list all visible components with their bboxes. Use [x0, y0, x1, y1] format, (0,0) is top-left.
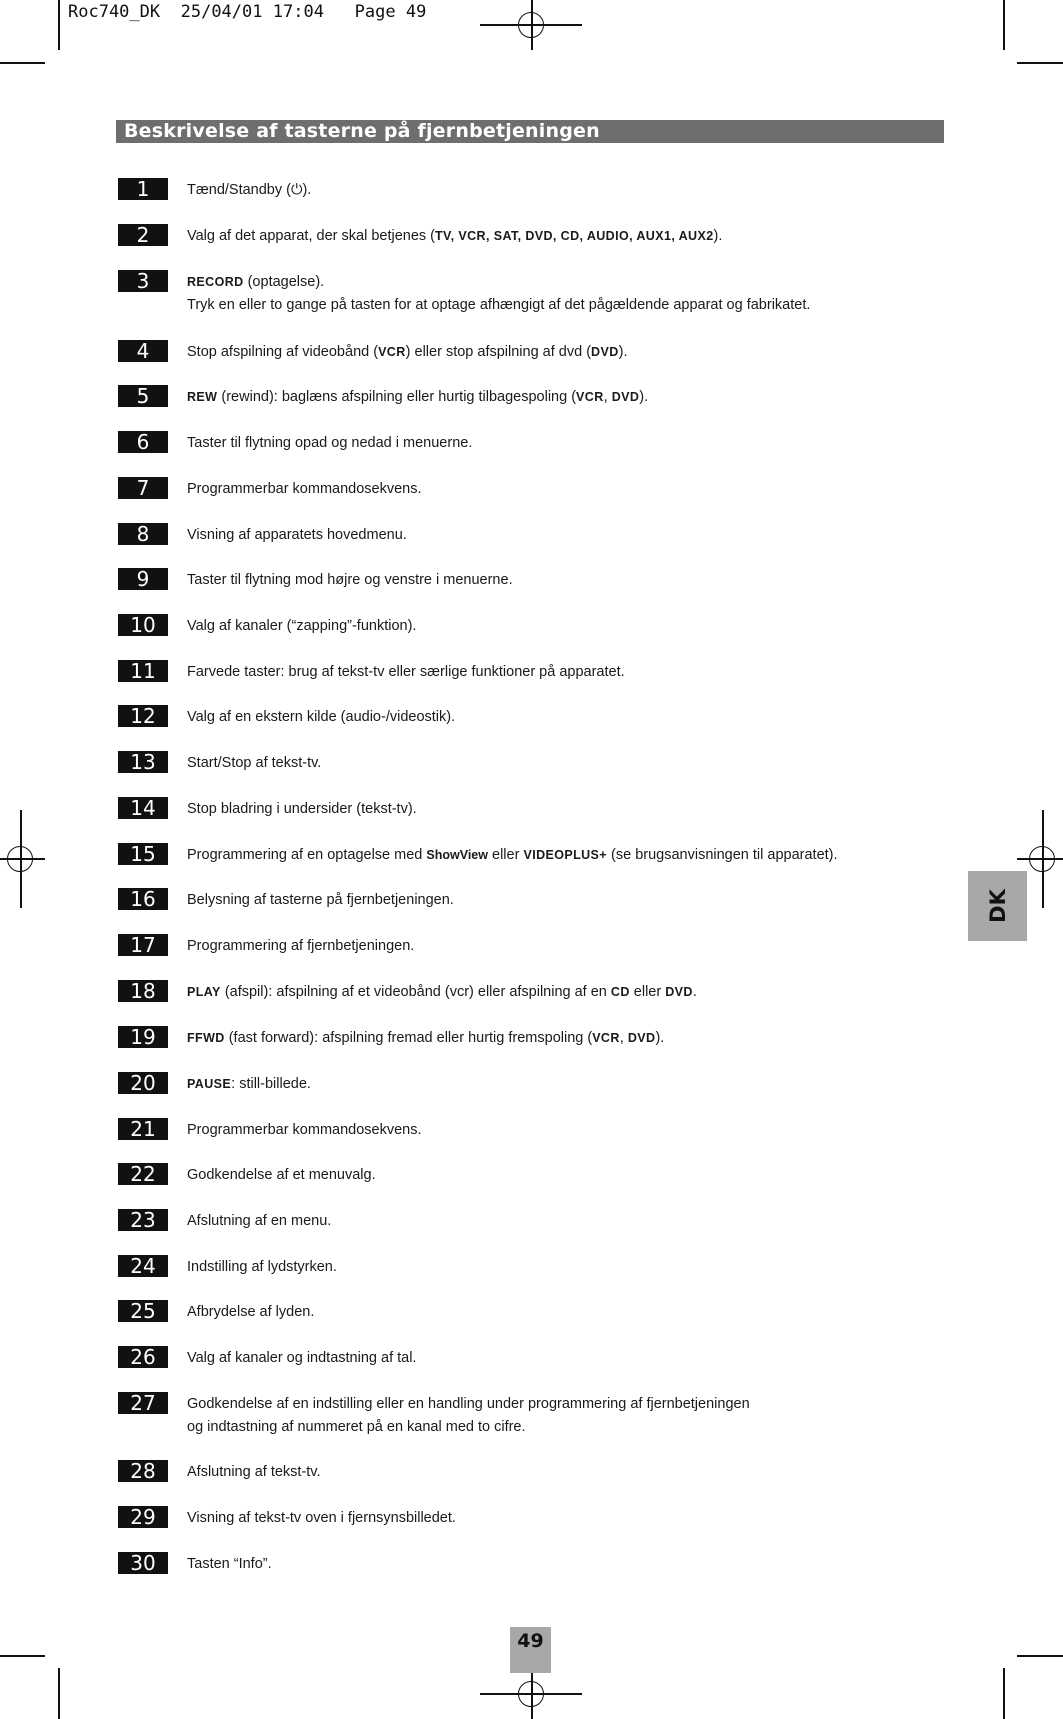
key-description: Programmering af en optagelse med ShowView eller VIDEOPLUS+ (se brugsanvisningen til apparatet). [187, 847, 838, 863]
registration-circle-icon [518, 12, 544, 38]
crop-mark [1017, 62, 1063, 64]
key-description: Taster til flytning mod højre og venstre i menuerne. [187, 572, 513, 588]
key-number: 22 [118, 1163, 168, 1185]
slug-page: Page 49 [354, 2, 427, 22]
key-number: 25 [118, 1300, 168, 1322]
key-description: Programmerbar kommandosekvens. [187, 481, 422, 497]
key-number: 27 [118, 1392, 168, 1414]
key-description: Programmering af fjernbetjeningen. [187, 938, 415, 954]
key-description: Afslutning af tekst-tv. [187, 1464, 321, 1480]
key-description: Afslutning af en menu. [187, 1213, 332, 1229]
page-number-box [510, 1627, 551, 1673]
key-number: 2 [118, 224, 168, 246]
key-description: PLAY (afspil): afspilning af et videobånd (vcr) eller afspilning af en CD eller DVD. [187, 984, 697, 1000]
key-number: 9 [118, 568, 168, 590]
key-number: 19 [118, 1026, 168, 1048]
key-number: 13 [118, 751, 168, 773]
key-number: 17 [118, 934, 168, 956]
key-description: Afbrydelse af lyden. [187, 1304, 315, 1320]
key-description: Stop bladring i undersider (tekst-tv). [187, 801, 417, 817]
key-number: 24 [118, 1255, 168, 1277]
key-description: Visning af apparatets hovedmenu. [187, 527, 407, 543]
key-number: 8 [118, 523, 168, 545]
key-number: 3 [118, 270, 168, 292]
key-description: Farvede taster: brug af tekst-tv eller særlige funktioner på apparatet. [187, 664, 625, 680]
key-number: 23 [118, 1209, 168, 1231]
key-description: Godkendelse af en indstilling eller en handling under programmering af fjernbetjeningen og indtastning af nummeret på en kanal med to cifre. [187, 1396, 750, 1435]
key-description: Indstilling af lydstyrken. [187, 1259, 337, 1275]
crop-mark [0, 1655, 45, 1657]
crop-mark [1003, 0, 1005, 50]
key-number: 6 [118, 431, 168, 453]
crop-mark [1017, 1655, 1063, 1657]
key-description: Taster til flytning opad og nedad i menuerne. [187, 435, 473, 451]
slug-time: 17:04 [272, 2, 324, 22]
key-number: 5 [118, 385, 168, 407]
language-tab-label: DK [985, 889, 1010, 923]
key-number: 14 [118, 797, 168, 819]
key-description: RECORD (optagelse). Tryk en eller to gange på tasten for at optage afhængigt af det pågældende apparat og fabrikatet. [187, 274, 811, 313]
key-number: 4 [118, 340, 168, 362]
key-description: Start/Stop af tekst-tv. [187, 755, 322, 771]
crop-mark [58, 1668, 60, 1719]
registration-circle-icon [7, 846, 33, 872]
key-number: 18 [118, 980, 168, 1002]
key-number: 30 [118, 1552, 168, 1574]
key-number: 26 [118, 1346, 168, 1368]
key-description: Stop afspilning af videobånd (VCR) eller stop afspilning af dvd (DVD). [187, 344, 628, 360]
crop-mark [58, 0, 60, 50]
key-number: 16 [118, 888, 168, 910]
key-description: Programmerbar kommandosekvens. [187, 1122, 422, 1138]
key-number: 20 [118, 1072, 168, 1094]
key-number: 10 [118, 614, 168, 636]
crop-mark [0, 62, 45, 64]
key-description: Valg af en ekstern kilde (audio-/videostik). [187, 709, 456, 725]
section-title: Beskrivelse af tasterne på fjernbetjeningen [124, 120, 600, 142]
key-number: 12 [118, 705, 168, 727]
key-number: 21 [118, 1118, 168, 1140]
key-description: PAUSE: still-billede. [187, 1076, 311, 1092]
key-description: Belysning af tasterne på fjernbetjeningen. [187, 892, 454, 908]
registration-circle-icon [1029, 846, 1055, 872]
key-description: Valg af kanaler og indtastning af tal. [187, 1350, 417, 1366]
key-description: REW (rewind): baglæns afspilning eller hurtig tilbagespoling (VCR, DVD). [187, 389, 649, 405]
key-number: 7 [118, 477, 168, 499]
key-description: Visning af tekst-tv oven i fjernsynsbilledet. [187, 1510, 456, 1526]
key-description: Valg af det apparat, der skal betjenes (TV, VCR, SAT, DVD, CD, AUDIO, AUX1, AUX2). [187, 228, 723, 244]
key-description: Tænd/Standby (⏻). [187, 182, 312, 198]
key-description: FFWD (fast forward): afspilning fremad eller hurtig fremspoling (VCR, DVD). [187, 1030, 665, 1046]
language-tab [968, 871, 1027, 941]
key-description: Tasten “Info”. [187, 1556, 272, 1572]
key-number: 11 [118, 660, 168, 682]
crop-mark [1003, 1668, 1005, 1719]
key-number: 28 [118, 1460, 168, 1482]
print-slug [68, 2, 426, 22]
slug-date: 25/04/01 [180, 2, 263, 22]
key-description: Valg af kanaler (“zapping”-funktion). [187, 618, 417, 634]
key-description: Godkendelse af et menuvalg. [187, 1167, 376, 1183]
registration-circle-icon [518, 1681, 544, 1707]
section-title-bar [116, 120, 944, 143]
slug-file: Roc740_DK [68, 2, 161, 22]
key-number: 1 [118, 178, 168, 200]
page-number: 49 [517, 1630, 544, 1652]
key-number: 29 [118, 1506, 168, 1528]
key-number: 15 [118, 843, 168, 865]
